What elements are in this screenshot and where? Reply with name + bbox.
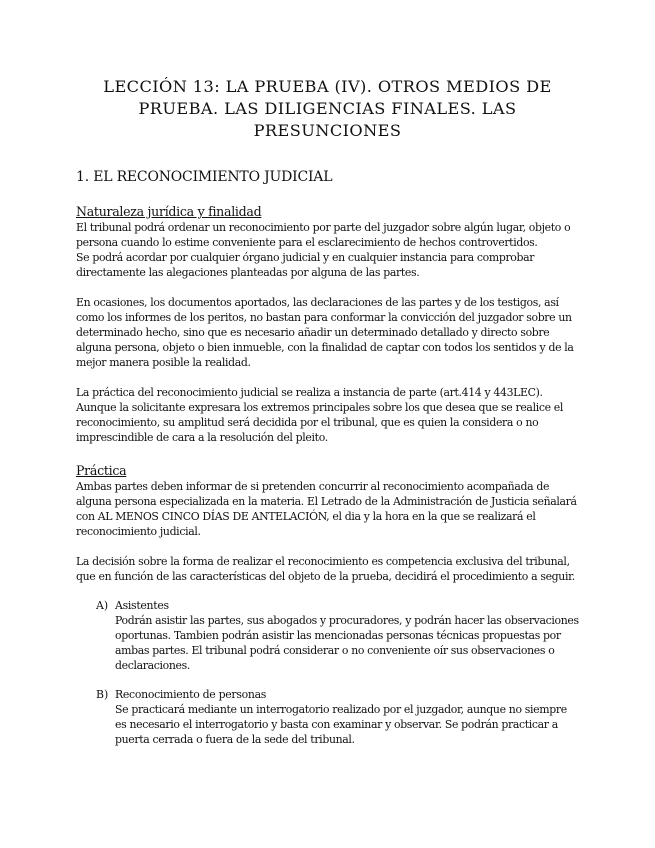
- list-item-body: [115, 598, 579, 673]
- paragraph-naturaleza-4: La práctica del reconocimiento judicial se realiza a instancia de parte (art.414 y 443LEC). Aunque la solicitante expresara los extremos principales sobre los que desea que se realice el reconocimiento, su amplitud será decidida por el tribunal, que es quien la considera o no imprescindible de cara a la resolución del pleito.: [76, 386, 564, 444]
- paragraph-naturaleza-3: En ocasiones, los documentos aportados, las declaraciones de las partes y de los testigos, así como los informes de los peritos, no bastan para conformar la convicción del juzgador sobre un determinado hecho, sino que es necesario añadir un determinado detallado y directo sobre alguna persona, objeto o bien inmueble, con la finalidad de captar con todos los sentidos y de la mejor manera posible la realidad.: [76, 296, 574, 369]
- document-title: LECCIÓN 13: LA PRUEBA (IV). OTROS MEDIOS DE PRUEBA. LAS DILIGENCIAS FINALES. LAS PRESUNCIONES: [103, 77, 552, 140]
- list-item-reconocimiento-personas: [76, 687, 579, 747]
- list-marker: B): [96, 688, 109, 701]
- subheading-practica: Práctica: [76, 463, 127, 478]
- list-item-body: [115, 687, 579, 747]
- paragraph-naturaleza-1: El tribunal podrá ordenar un reconocimiento por parte del juzgador sobre algún lugar, objeto o persona cuando lo estime conveniente para el esclarecimiento de hechos controvertidos.: [76, 221, 571, 249]
- subheading-naturaleza: Naturaleza jurídica y finalidad: [76, 204, 262, 219]
- section-heading-reconocimiento: 1. EL RECONOCIMIENTO JUDICIAL: [76, 169, 333, 185]
- paragraph-practica-1: Ambas partes deben informar de si pretenden concurrir al reconocimiento acompañada de alguna persona especializada en la materia. El Letrado de la Administración de Justicia señalará con AL MENOS CINCO DÍAS DE ANTELACIÓN, el dia y la hora en la que se realizará el reconocimiento judicial.: [76, 480, 577, 538]
- paragraph-practica-2: La decisión sobre la forma de realizar el reconocimiento es competencia exclusiva del tribunal, que en función de las características del objeto de la prueba, decidirá el procedimiento a seguir.: [76, 555, 575, 583]
- list-marker: A): [96, 599, 109, 612]
- practica-list: [76, 598, 579, 747]
- list-item-title: Reconocimiento de personas: [115, 688, 267, 701]
- list-item-asistentes: [76, 598, 579, 673]
- list-item-title: Asistentes: [115, 599, 169, 612]
- paragraph-naturaleza-2: Se podrá acordar por cualquier órgano judicial y en cualquier instancia para comprobar directamente las alegaciones planteadas por alguna de las partes.: [76, 251, 535, 279]
- list-item-text: Podrán asistir las partes, sus abogados y procuradores, y podrán hacer las observaciones oportunas. Tambien podrán asistir las mencionadas personas técnicas propuestas por ambas partes. El tribunal podrá considerar o no conveniente oír sus observaciones o declaraciones.: [115, 614, 579, 672]
- list-item-text: Se practicará mediante un interrogatorio realizado por el juzgador, aunque no siempre es necesario el interrogatorio y basta con examinar y observar. Se podrán practicar a puerta cerrada o fuera de la sede del tribunal.: [115, 703, 567, 746]
